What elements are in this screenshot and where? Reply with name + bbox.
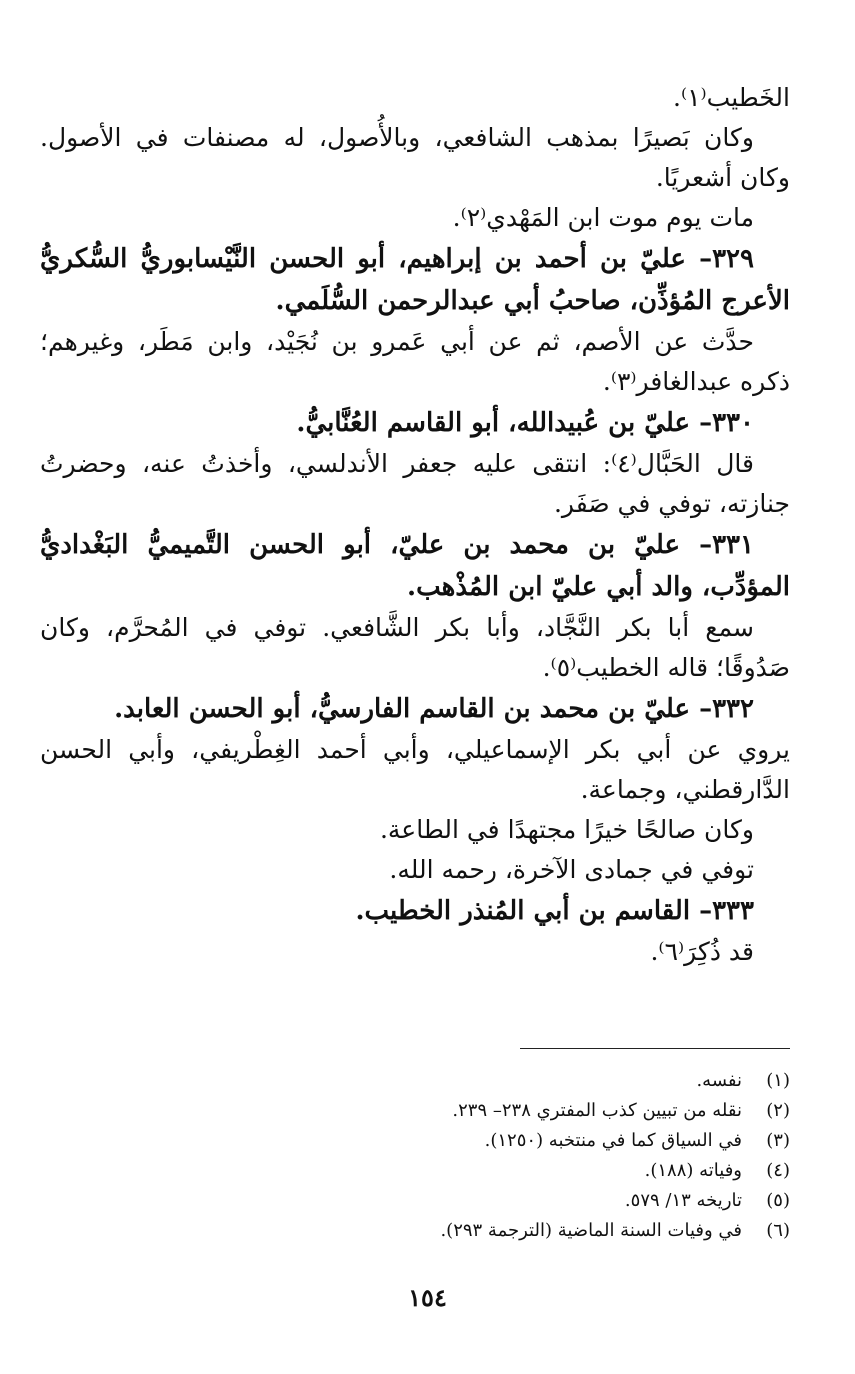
footnote-number: (٦) xyxy=(766,1220,790,1241)
footnote xyxy=(40,1096,790,1126)
entry-heading-331: ٣٣١– عليّ بن محمد بن عليّ، أبو الحسن التَّميميُّ البَغْداديُّ xyxy=(40,530,754,560)
footnote-number: (٥) xyxy=(766,1190,790,1211)
footnotes xyxy=(40,1066,790,1246)
text-line: وكان أشعريًا. xyxy=(655,163,790,192)
footnote-number: (٢) xyxy=(766,1100,790,1121)
text-line: مات يوم موت ابن المَهْدي⁽٢⁾. xyxy=(452,203,754,232)
footnote-text: نفسه. xyxy=(696,1070,742,1091)
main-text xyxy=(40,78,790,972)
footnote xyxy=(40,1156,790,1186)
footnote-divider xyxy=(520,1048,790,1049)
footnote xyxy=(40,1186,790,1216)
footnote xyxy=(40,1126,790,1156)
entry-heading-329: ٣٢٩– عليّ بن أحمد بن إبراهيم، أبو الحسن النَّيْسابوريُّ السُّكريُّ xyxy=(40,244,754,274)
footnote xyxy=(40,1216,790,1246)
footnote-text: في وفيات السنة الماضية (الترجمة ٢٩٣). xyxy=(440,1220,742,1241)
text-line: صَدُوقًا؛ قاله الخطيب⁽٥⁾. xyxy=(542,653,790,682)
text-line: قد ذُكِرَ⁽٦⁾. xyxy=(650,937,754,966)
text-line: وكان بَصيرًا بمذهب الشافعي، وبالأُصول، له مصنفات في الأصول. xyxy=(40,123,754,152)
text-line: جنازته، توفي في صَفَر. xyxy=(553,489,790,518)
entry-heading-329-cont: الأعرج المُؤذِّن، صاحبُ أبي عبدالرحمن السُّلَمي. xyxy=(275,286,790,316)
text-line: قال الحَبَّال⁽٤⁾: انتقى عليه جعفر الأندلسي، وأخذتُ عنه، وحضرتُ xyxy=(40,449,754,478)
text-line: وكان صالحًا خيرًا مجتهدًا في الطاعة. xyxy=(379,815,754,844)
text-line: ذكره عبدالغافر⁽٣⁾. xyxy=(602,367,790,396)
entry-heading-331-cont: المؤدِّب، والد أبي عليّ ابن المُذْهب. xyxy=(407,572,790,602)
entry-heading-330: ٣٣٠– عليّ بن عُبيدالله، أبو القاسم العُنَّابيُّ. xyxy=(296,408,754,438)
footnote xyxy=(40,1066,790,1096)
footnote-text: تاريخه ١٣/ ٥٧٩. xyxy=(624,1190,742,1211)
footnote-text: وفياته (١٨٨). xyxy=(644,1160,742,1181)
footnote-number: (٤) xyxy=(766,1160,790,1181)
footnote-text: نقله من تبيين كذب المفتري ٢٣٨– ٢٣٩. xyxy=(452,1100,742,1121)
text-line: سمع أبا بكر النَّجَّاد، وأبا بكر الشَّافعي. توفي في المُحرَّم، وكان xyxy=(40,613,754,642)
footnote-number: (٣) xyxy=(766,1130,790,1151)
footnote-number: (١) xyxy=(766,1070,790,1091)
text-line: يروي عن أبي بكر الإسماعيلي، وأبي أحمد الغِطْريفي، وأبي الحسن xyxy=(40,735,790,764)
entry-heading-332: ٣٣٢– عليّ بن محمد بن القاسم الفارسيُّ، أبو الحسن العابد. xyxy=(114,694,754,724)
text-line: توفي في جمادى الآخرة، رحمه الله. xyxy=(389,855,754,884)
text-line: الدَّارقطني، وجماعة. xyxy=(580,775,790,804)
text-line: الخَطيب⁽١⁾. xyxy=(673,83,790,112)
page-number: ١٥٤ xyxy=(408,1283,447,1312)
entry-heading-333: ٣٣٣– القاسم بن أبي المُنذر الخطيب. xyxy=(355,896,754,926)
footnote-text: في السياق كما في منتخبه (١٢٥٠). xyxy=(484,1130,742,1151)
text-line: حدَّث عن الأصم، ثم عن أبي عَمرو بن نُجَيْد، وابن مَطَر، وغيرهم؛ xyxy=(40,327,754,356)
